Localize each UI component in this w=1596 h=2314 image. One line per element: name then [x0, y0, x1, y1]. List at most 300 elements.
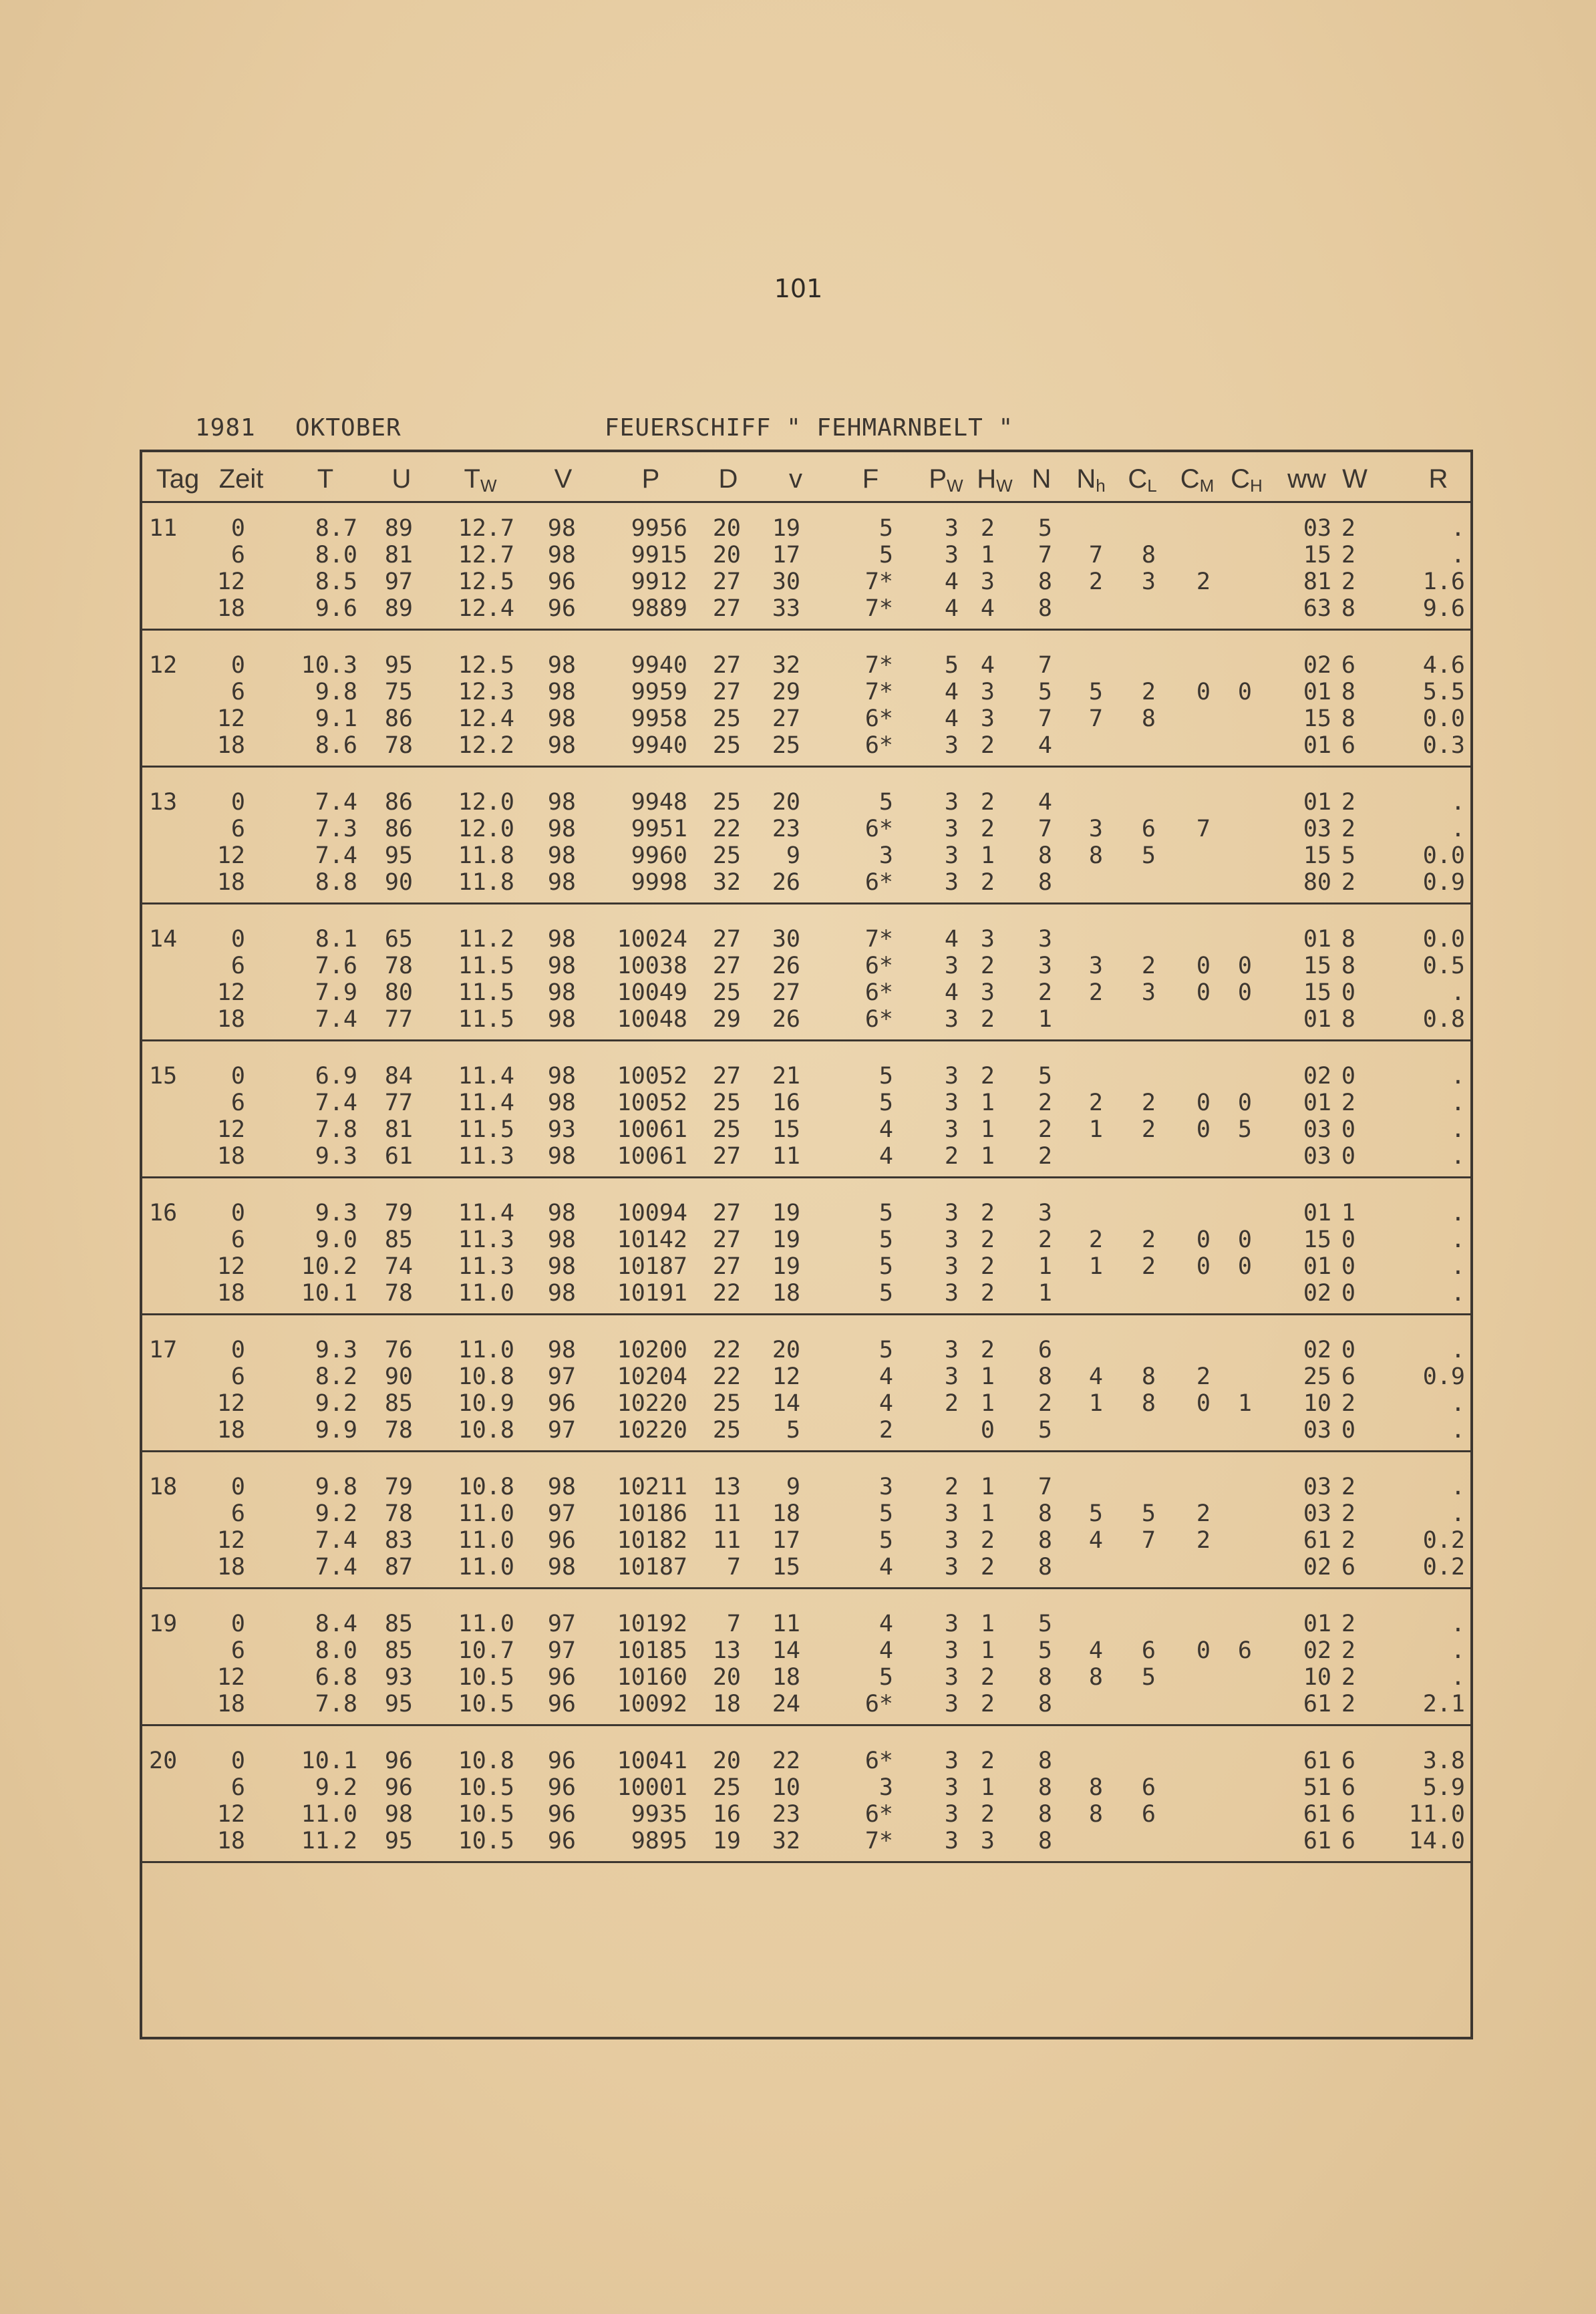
cell-f: 5 — [879, 1063, 893, 1090]
cell-u: 74 — [384, 1253, 413, 1280]
cell-p: 10024 — [617, 926, 687, 953]
cell-d: 16 — [712, 1801, 741, 1828]
cell-tw: 12.0 — [458, 816, 514, 842]
cell-r: . — [1450, 515, 1465, 542]
cell-u: 95 — [384, 1828, 413, 1854]
cell-w: 2 — [1341, 1691, 1355, 1717]
cell-zeit: 12 — [216, 1116, 245, 1143]
cell-t: 8.0 — [315, 1637, 357, 1664]
column-header-t: T — [317, 464, 334, 494]
cell-zeit: 18 — [216, 1143, 245, 1170]
cell-v: 18 — [772, 1500, 800, 1527]
cell-n: 5 — [1038, 1637, 1052, 1664]
cell-w: 2 — [1341, 1390, 1355, 1417]
cell-pw: 3 — [944, 1337, 959, 1363]
cell-w: 8 — [1341, 705, 1355, 732]
cell-zeit: 18 — [216, 595, 245, 622]
cell-t: 10.3 — [301, 652, 357, 679]
column-header-p: P — [641, 464, 660, 494]
cell-zeit: 12 — [216, 1253, 245, 1280]
cell-p: 10142 — [617, 1226, 687, 1253]
cell-v: 98 — [547, 816, 576, 842]
cell-t: 11.2 — [301, 1828, 357, 1854]
cell-hw: 1 — [980, 1390, 995, 1417]
cell-v: 20 — [772, 1337, 800, 1363]
cell-v: 26 — [772, 869, 800, 896]
cell-r: . — [1450, 1474, 1465, 1500]
cell-r: . — [1450, 1280, 1465, 1307]
cell-p: 9960 — [631, 842, 687, 869]
cell-nh: 2 — [1088, 568, 1103, 595]
cell-n: 8 — [1038, 595, 1052, 622]
cell-w: 2 — [1341, 1611, 1355, 1637]
cell-hw: 2 — [980, 1337, 995, 1363]
cell-zeit: 18 — [216, 1691, 245, 1717]
cell-w: 5 — [1341, 842, 1355, 869]
cell-tw: 12.4 — [458, 595, 514, 622]
cell-v: 97 — [547, 1611, 576, 1637]
cell-r: 0.2 — [1422, 1554, 1465, 1581]
cell-v: 29 — [772, 679, 800, 705]
column-header-u: U — [391, 464, 412, 494]
cell-v: 96 — [547, 1828, 576, 1854]
cell-v: 97 — [547, 1417, 576, 1444]
cell-n: 2 — [1038, 979, 1052, 1006]
cell-hw: 1 — [980, 1143, 995, 1170]
cell-pw: 3 — [944, 842, 959, 869]
cell-ww: 03 — [1303, 1474, 1331, 1500]
cell-p: 10049 — [617, 979, 687, 1006]
cell-p: 9956 — [631, 515, 687, 542]
cell-pw: 3 — [944, 1226, 959, 1253]
cell-f: 5 — [879, 1337, 893, 1363]
cell-ww: 15 — [1303, 979, 1331, 1006]
cell-t: 9.3 — [315, 1143, 357, 1170]
day-separator — [142, 1176, 1470, 1178]
cell-cm: 2 — [1196, 1363, 1211, 1390]
cell-p: 9959 — [631, 679, 687, 705]
cell-u: 75 — [384, 679, 413, 705]
cell-u: 95 — [384, 652, 413, 679]
cell-zeit: 12 — [216, 568, 245, 595]
cell-v: 98 — [547, 1200, 576, 1226]
cell-d: 22 — [712, 1337, 741, 1363]
cell-r: . — [1450, 1637, 1465, 1664]
cell-tw: 11.0 — [458, 1280, 514, 1307]
cell-r: . — [1450, 1116, 1465, 1143]
cell-w: 2 — [1341, 816, 1355, 842]
cell-ww: 03 — [1303, 1143, 1331, 1170]
cell-pw: 3 — [944, 1280, 959, 1307]
cell-d: 20 — [712, 1664, 741, 1691]
cell-f: 4 — [879, 1611, 893, 1637]
cell-u: 93 — [384, 1664, 413, 1691]
cell-n: 8 — [1038, 842, 1052, 869]
cell-r: . — [1450, 1226, 1465, 1253]
cell-v: 30 — [772, 568, 800, 595]
cell-n: 1 — [1038, 1253, 1052, 1280]
cell-tw: 12.7 — [458, 515, 514, 542]
cell-n: 3 — [1038, 953, 1052, 979]
cell-p: 10192 — [617, 1611, 687, 1637]
table-header-row — [142, 452, 1470, 503]
cell-zeit: 6 — [230, 542, 245, 568]
cell-t: 10.1 — [301, 1280, 357, 1307]
cell-hw: 1 — [980, 1090, 995, 1116]
cell-d: 20 — [712, 515, 741, 542]
cell-ww: 01 — [1303, 1006, 1331, 1033]
cell-ch: 6 — [1237, 1637, 1252, 1664]
cell-p: 9940 — [631, 652, 687, 679]
cell-p: 9951 — [631, 816, 687, 842]
cell-hw: 2 — [980, 515, 995, 542]
column-header-pw: $P_W$ — [929, 464, 963, 496]
cell-zeit: 6 — [230, 1774, 245, 1801]
cell-cl: 5 — [1141, 1664, 1156, 1691]
cell-nh: 3 — [1088, 816, 1103, 842]
cell-t: 9.2 — [315, 1390, 357, 1417]
cell-zeit: 12 — [216, 1390, 245, 1417]
cell-d: 25 — [712, 979, 741, 1006]
cell-n: 5 — [1038, 1063, 1052, 1090]
cell-p: 10052 — [617, 1063, 687, 1090]
cell-ww: 15 — [1303, 542, 1331, 568]
cell-w: 2 — [1341, 869, 1355, 896]
cell-t: 7.4 — [315, 789, 357, 816]
cell-tw: 11.2 — [458, 926, 514, 953]
cell-v: 98 — [547, 926, 576, 953]
cell-zeit: 6 — [230, 1363, 245, 1390]
cell-zeit: 6 — [230, 953, 245, 979]
cell-v: 20 — [772, 789, 800, 816]
cell-t: 7.9 — [315, 979, 357, 1006]
cell-r: . — [1450, 1417, 1465, 1444]
cell-tw: 10.9 — [458, 1390, 514, 1417]
cell-v: 11 — [772, 1143, 800, 1170]
cell-w: 8 — [1341, 679, 1355, 705]
cell-u: 78 — [384, 953, 413, 979]
cell-t: 9.0 — [315, 1226, 357, 1253]
cell-f: 7* — [864, 652, 893, 679]
cell-ww: 03 — [1303, 816, 1331, 842]
cell-w: 0 — [1341, 1063, 1355, 1090]
cell-d: 22 — [712, 1363, 741, 1390]
cell-f: 4 — [879, 1554, 893, 1581]
cell-d: 27 — [712, 568, 741, 595]
cell-d: 27 — [712, 953, 741, 979]
cell-f: 4 — [879, 1637, 893, 1664]
cell-hw: 2 — [980, 1253, 995, 1280]
cell-hw: 2 — [980, 1226, 995, 1253]
cell-v: 12 — [772, 1363, 800, 1390]
cell-pw: 3 — [944, 1500, 959, 1527]
cell-n: 8 — [1038, 1801, 1052, 1828]
cell-p: 10094 — [617, 1200, 687, 1226]
cell-d: 25 — [712, 1774, 741, 1801]
cell-tw: 10.5 — [458, 1664, 514, 1691]
day-separator — [142, 766, 1470, 768]
cell-tw: 11.0 — [458, 1527, 514, 1554]
cell-tw: 11.3 — [458, 1253, 514, 1280]
cell-p: 9940 — [631, 732, 687, 759]
cell-tw: 11.5 — [458, 953, 514, 979]
cell-pw: 3 — [944, 1554, 959, 1581]
cell-nh: 2 — [1088, 1226, 1103, 1253]
cell-t: 9.1 — [315, 705, 357, 732]
cell-cl: 8 — [1141, 705, 1156, 732]
cell-w: 1 — [1341, 1200, 1355, 1226]
cell-f: 5 — [879, 515, 893, 542]
cell-r: . — [1450, 1611, 1465, 1637]
cell-u: 90 — [384, 1363, 413, 1390]
cell-pw: 3 — [944, 1006, 959, 1033]
cell-zeit: 18 — [216, 732, 245, 759]
cell-n: 8 — [1038, 1554, 1052, 1581]
cell-n: 2 — [1038, 1116, 1052, 1143]
cell-f: 7* — [864, 679, 893, 705]
cell-nh: 1 — [1088, 1390, 1103, 1417]
cell-u: 97 — [384, 568, 413, 595]
cell-v: 98 — [547, 1554, 576, 1581]
cell-p: 9895 — [631, 1828, 687, 1854]
cell-t: 9.3 — [315, 1200, 357, 1226]
cell-ww: 10 — [1303, 1664, 1331, 1691]
cell-ch: 1 — [1237, 1390, 1252, 1417]
cell-tw: 11.8 — [458, 869, 514, 896]
cell-hw: 2 — [980, 869, 995, 896]
cell-tw: 11.4 — [458, 1090, 514, 1116]
cell-hw: 2 — [980, 1554, 995, 1581]
observation-table — [140, 450, 1473, 2039]
cell-v: 16 — [772, 1090, 800, 1116]
cell-p: 10187 — [617, 1253, 687, 1280]
cell-t: 8.7 — [315, 515, 357, 542]
cell-u: 89 — [384, 515, 413, 542]
cell-u: 77 — [384, 1090, 413, 1116]
column-header-r: R — [1428, 464, 1448, 494]
cell-pw: 4 — [944, 705, 959, 732]
cell-f: 5 — [879, 1280, 893, 1307]
cell-v: 98 — [547, 1253, 576, 1280]
cell-ch: 0 — [1237, 1253, 1252, 1280]
cell-zeit: 6 — [230, 1226, 245, 1253]
day-label: 18 — [149, 1474, 178, 1500]
cell-t: 10.2 — [301, 1253, 357, 1280]
cell-ww: 03 — [1303, 1500, 1331, 1527]
cell-ww: 01 — [1303, 1090, 1331, 1116]
cell-n: 1 — [1038, 1006, 1052, 1033]
cell-w: 0 — [1341, 1226, 1355, 1253]
cell-pw: 3 — [944, 1363, 959, 1390]
cell-t: 7.4 — [315, 1527, 357, 1554]
cell-f: 6* — [864, 732, 893, 759]
cell-r: 5.5 — [1422, 679, 1465, 705]
cell-u: 61 — [384, 1143, 413, 1170]
cell-d: 19 — [712, 1828, 741, 1854]
cell-u: 96 — [384, 1748, 413, 1774]
cell-v: 27 — [772, 979, 800, 1006]
cell-p: 10220 — [617, 1417, 687, 1444]
column-header-f: F — [862, 464, 879, 494]
cell-r: 0.9 — [1422, 1363, 1465, 1390]
cell-ww: 02 — [1303, 652, 1331, 679]
cell-p: 10092 — [617, 1691, 687, 1717]
cell-v: 26 — [772, 1006, 800, 1033]
cell-p: 10182 — [617, 1527, 687, 1554]
cell-f: 6* — [864, 953, 893, 979]
day-separator — [142, 1450, 1470, 1452]
cell-v: 97 — [547, 1500, 576, 1527]
cell-v: 9 — [786, 842, 800, 869]
cell-r: . — [1450, 1500, 1465, 1527]
cell-v: 96 — [547, 1801, 576, 1828]
column-header-nh: $N_h$ — [1076, 464, 1106, 496]
cell-ww: 10 — [1303, 1390, 1331, 1417]
cell-r: 9.6 — [1422, 595, 1465, 622]
cell-tw: 12.5 — [458, 652, 514, 679]
cell-zeit: 0 — [230, 1063, 245, 1090]
cell-cm: 0 — [1196, 1090, 1211, 1116]
cell-n: 1 — [1038, 1280, 1052, 1307]
cell-tw: 10.8 — [458, 1748, 514, 1774]
cell-w: 0 — [1341, 979, 1355, 1006]
cell-tw: 11.5 — [458, 979, 514, 1006]
cell-n: 2 — [1038, 1090, 1052, 1116]
cell-cl: 6 — [1141, 1774, 1156, 1801]
cell-t: 7.4 — [315, 1554, 357, 1581]
cell-d: 25 — [712, 1116, 741, 1143]
cell-pw: 4 — [944, 679, 959, 705]
cell-cm: 0 — [1196, 979, 1211, 1006]
cell-w: 0 — [1341, 1417, 1355, 1444]
day-label: 11 — [149, 515, 178, 542]
cell-v: 96 — [547, 1664, 576, 1691]
cell-f: 6* — [864, 705, 893, 732]
cell-n: 8 — [1038, 568, 1052, 595]
cell-v: 97 — [547, 1637, 576, 1664]
column-header-tag: Tag — [156, 464, 200, 494]
cell-w: 6 — [1341, 1828, 1355, 1854]
cell-tw: 11.0 — [458, 1611, 514, 1637]
column-header-v: V — [554, 464, 573, 494]
cell-d: 22 — [712, 816, 741, 842]
cell-pw: 4 — [944, 568, 959, 595]
cell-v: 98 — [547, 953, 576, 979]
cell-r: 14.0 — [1408, 1828, 1465, 1854]
cell-v: 10 — [772, 1774, 800, 1801]
cell-hw: 1 — [980, 1611, 995, 1637]
cell-v: 96 — [547, 568, 576, 595]
cell-f: 6* — [864, 1801, 893, 1828]
cell-v: 98 — [547, 515, 576, 542]
cell-pw: 3 — [944, 1664, 959, 1691]
cell-t: 9.6 — [315, 595, 357, 622]
cell-d: 27 — [712, 679, 741, 705]
cell-nh: 8 — [1088, 1664, 1103, 1691]
cell-n: 5 — [1038, 515, 1052, 542]
cell-hw: 1 — [980, 542, 995, 568]
day-label: 20 — [149, 1748, 178, 1774]
cell-v: 32 — [772, 1828, 800, 1854]
cell-hw: 0 — [980, 1417, 995, 1444]
cell-u: 86 — [384, 705, 413, 732]
cell-ww: 02 — [1303, 1637, 1331, 1664]
cell-hw: 2 — [980, 1200, 995, 1226]
cell-p: 9915 — [631, 542, 687, 568]
day-separator — [142, 1861, 1470, 1863]
cell-n: 8 — [1038, 1664, 1052, 1691]
cell-pw: 3 — [944, 1748, 959, 1774]
cell-v: 96 — [547, 1390, 576, 1417]
cell-d: 18 — [712, 1691, 741, 1717]
cell-p: 10052 — [617, 1090, 687, 1116]
cell-v: 14 — [772, 1390, 800, 1417]
cell-t: 8.5 — [315, 568, 357, 595]
cell-ww: 02 — [1303, 1063, 1331, 1090]
cell-hw: 2 — [980, 1748, 995, 1774]
cell-zeit: 18 — [216, 869, 245, 896]
cell-cl: 2 — [1141, 1116, 1156, 1143]
cell-u: 96 — [384, 1774, 413, 1801]
cell-v: 19 — [772, 1226, 800, 1253]
cell-f: 5 — [879, 1500, 893, 1527]
cell-v: 98 — [547, 1474, 576, 1500]
cell-n: 5 — [1038, 679, 1052, 705]
cell-u: 85 — [384, 1390, 413, 1417]
cell-pw: 5 — [944, 652, 959, 679]
cell-w: 0 — [1341, 1253, 1355, 1280]
cell-cl: 2 — [1141, 1090, 1156, 1116]
cell-hw: 4 — [980, 652, 995, 679]
cell-pw: 3 — [944, 1801, 959, 1828]
cell-n: 2 — [1038, 1390, 1052, 1417]
cell-ch: 0 — [1237, 979, 1252, 1006]
cell-hw: 2 — [980, 816, 995, 842]
cell-n: 3 — [1038, 926, 1052, 953]
column-header-ch: $C_H$ — [1231, 464, 1263, 496]
cell-t: 7.8 — [315, 1116, 357, 1143]
cell-r: . — [1450, 1063, 1465, 1090]
cell-hw: 1 — [980, 1500, 995, 1527]
day-label: 19 — [149, 1611, 178, 1637]
cell-hw: 2 — [980, 1664, 995, 1691]
cell-pw: 3 — [944, 953, 959, 979]
cell-t: 9.8 — [315, 1474, 357, 1500]
cell-zeit: 18 — [216, 1417, 245, 1444]
cell-ch: 0 — [1237, 679, 1252, 705]
cell-w: 6 — [1341, 1748, 1355, 1774]
cell-zeit: 12 — [216, 705, 245, 732]
cell-r: 11.0 — [1408, 1801, 1465, 1828]
cell-f: 5 — [879, 542, 893, 568]
cell-pw: 3 — [944, 1200, 959, 1226]
cell-d: 27 — [712, 926, 741, 953]
cell-ww: 03 — [1303, 515, 1331, 542]
column-header-cm: $C_M$ — [1180, 464, 1215, 496]
cell-zeit: 12 — [216, 1664, 245, 1691]
cell-u: 83 — [384, 1527, 413, 1554]
cell-d: 13 — [712, 1474, 741, 1500]
cell-p: 10186 — [617, 1500, 687, 1527]
cell-f: 3 — [879, 1774, 893, 1801]
cell-w: 0 — [1341, 1116, 1355, 1143]
cell-n: 8 — [1038, 869, 1052, 896]
cell-cm: 0 — [1196, 1253, 1211, 1280]
cell-nh: 7 — [1088, 705, 1103, 732]
cell-cm: 7 — [1196, 816, 1211, 842]
cell-d: 25 — [712, 705, 741, 732]
cell-pw: 3 — [944, 1691, 959, 1717]
